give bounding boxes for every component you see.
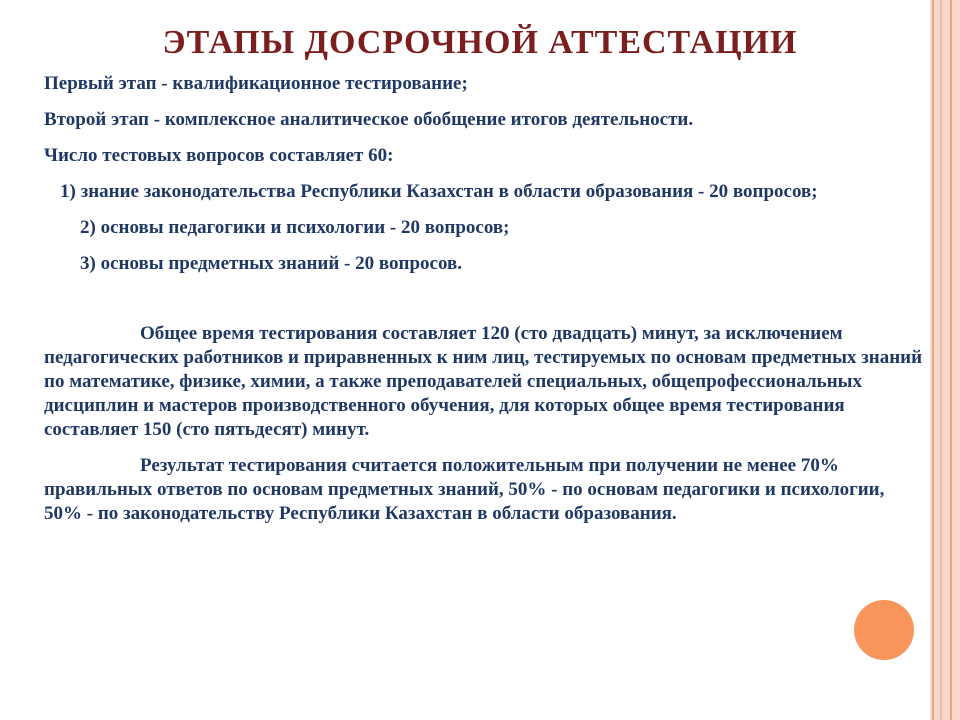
text-line: Первый этап - квалификационное тестирование;	[44, 73, 468, 94]
band-stripe	[932, 0, 934, 720]
band-stripe	[940, 0, 942, 720]
list-item: 3) основы предметных знаний - 20 вопросов.	[80, 253, 462, 274]
list-item: 1) знание законодательства Республики Казахстан в области образования - 20 вопросов;	[60, 181, 818, 202]
decorative-circle	[854, 600, 914, 660]
slide-content	[44, 72, 924, 526]
list-item: 2) основы педагогики и психологии - 20 вопросов;	[80, 217, 510, 238]
text-line: Число тестовых вопросов составляет 60:	[44, 145, 394, 166]
decorative-side-band	[930, 0, 960, 720]
band-stripe	[950, 0, 952, 720]
paragraph: Результат тестирования считается положительным при получении не менее 70% правильных ответов по основам предметных знаний, 50% - по основам педагогики и психологии, 50% - по законодательству Республики Казахстан в области образования.	[44, 455, 885, 524]
paragraph: Общее время тестирования составляет 120 (сто двадцать) минут, за исключением педагогических работников и приравненных к ним лиц, тестируемых по основам предметных знаний по математике, физике, химии, а также преподавателей специальных, общепрофессиональных дисциплин и мастеров производственного обучения, для которых общее время тестирования составляет 150 (сто пятьдесят) минут.	[44, 323, 923, 440]
text-line: Второй этап - комплексное аналитическое обобщение итогов деятельности.	[44, 109, 694, 130]
slide-title: ЭТАПЫ ДОСРОЧНОЙ АТТЕСТАЦИИ	[162, 24, 798, 61]
